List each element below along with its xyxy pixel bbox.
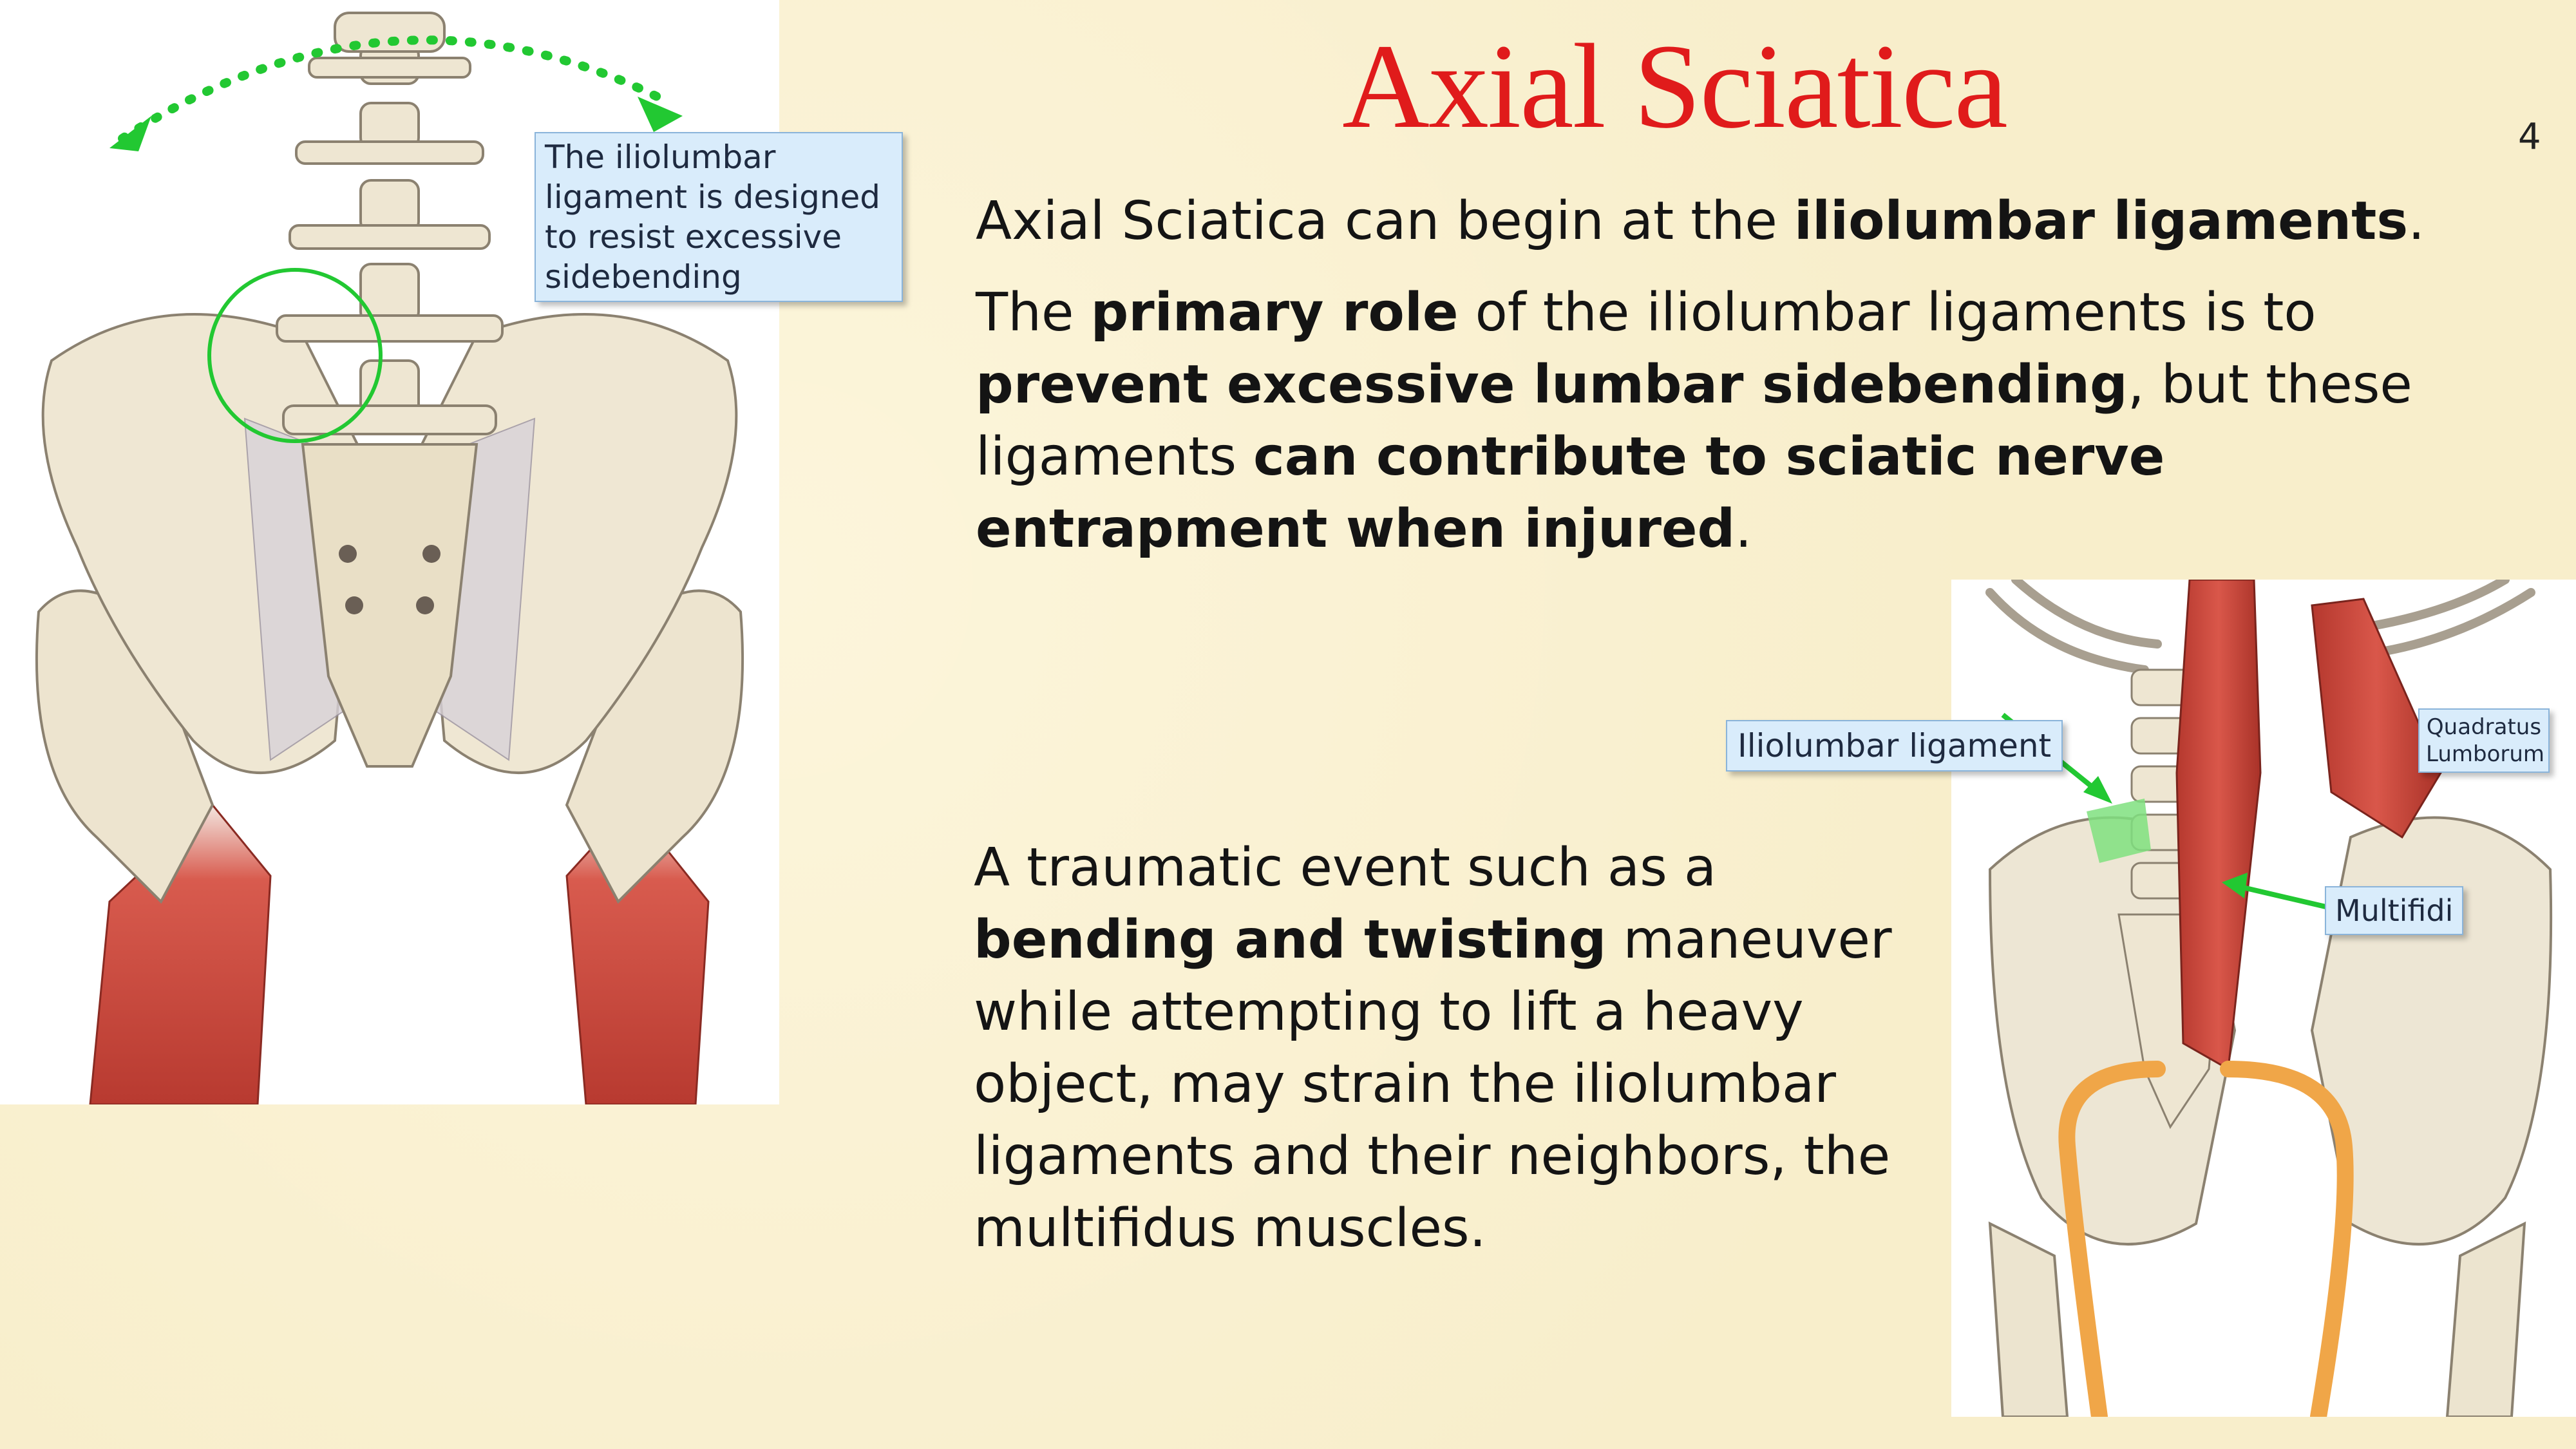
callout-iliolumbar-function: The iliolumbar ligament is designed to resist excessive sidebending <box>535 132 903 302</box>
lumbar-muscles-illustration <box>1951 580 2576 1417</box>
paragraph-intro <box>976 185 2457 258</box>
bold-run: bending and twisting <box>974 909 1607 971</box>
text-run: . <box>1735 498 1752 560</box>
text-run: Axial Sciatica can begin at the <box>976 191 1794 252</box>
slide-number: 4 <box>2518 116 2541 158</box>
text-run: of the iliolumbar ligaments is to <box>1458 282 2316 343</box>
text-run: , but these ligaments <box>976 354 2412 488</box>
text-run: A traumatic event such as a <box>974 837 1717 898</box>
bold-run: can contribute to sciatic nerve entrapment when injured <box>976 426 2165 560</box>
text-run: . <box>2408 191 2425 252</box>
paragraph-primary-role <box>976 277 2457 565</box>
callout-quadratus-lumborum: Quadratus Lumborum <box>2418 708 2550 773</box>
callout-multifidi: Multifidi <box>2325 886 2463 935</box>
bold-run: primary role <box>1090 282 1459 343</box>
lumbar-drawing <box>1951 580 2576 1417</box>
text-run: maneuver while attempting to lift a heavy object, may strain the iliolumbar ligaments and their neighbors, the multifidus muscles. <box>974 909 1892 1259</box>
text-run: The <box>976 282 1091 343</box>
bold-run: iliolumbar ligaments <box>1794 191 2409 252</box>
bold-run: prevent excessive lumbar sidebending <box>976 354 2128 415</box>
callout-iliolumbar-ligament: Iliolumbar ligament <box>1726 720 2063 772</box>
paragraph-traumatic-event <box>974 832 1927 1265</box>
page-title: Axial Sciatica <box>1342 19 2007 153</box>
